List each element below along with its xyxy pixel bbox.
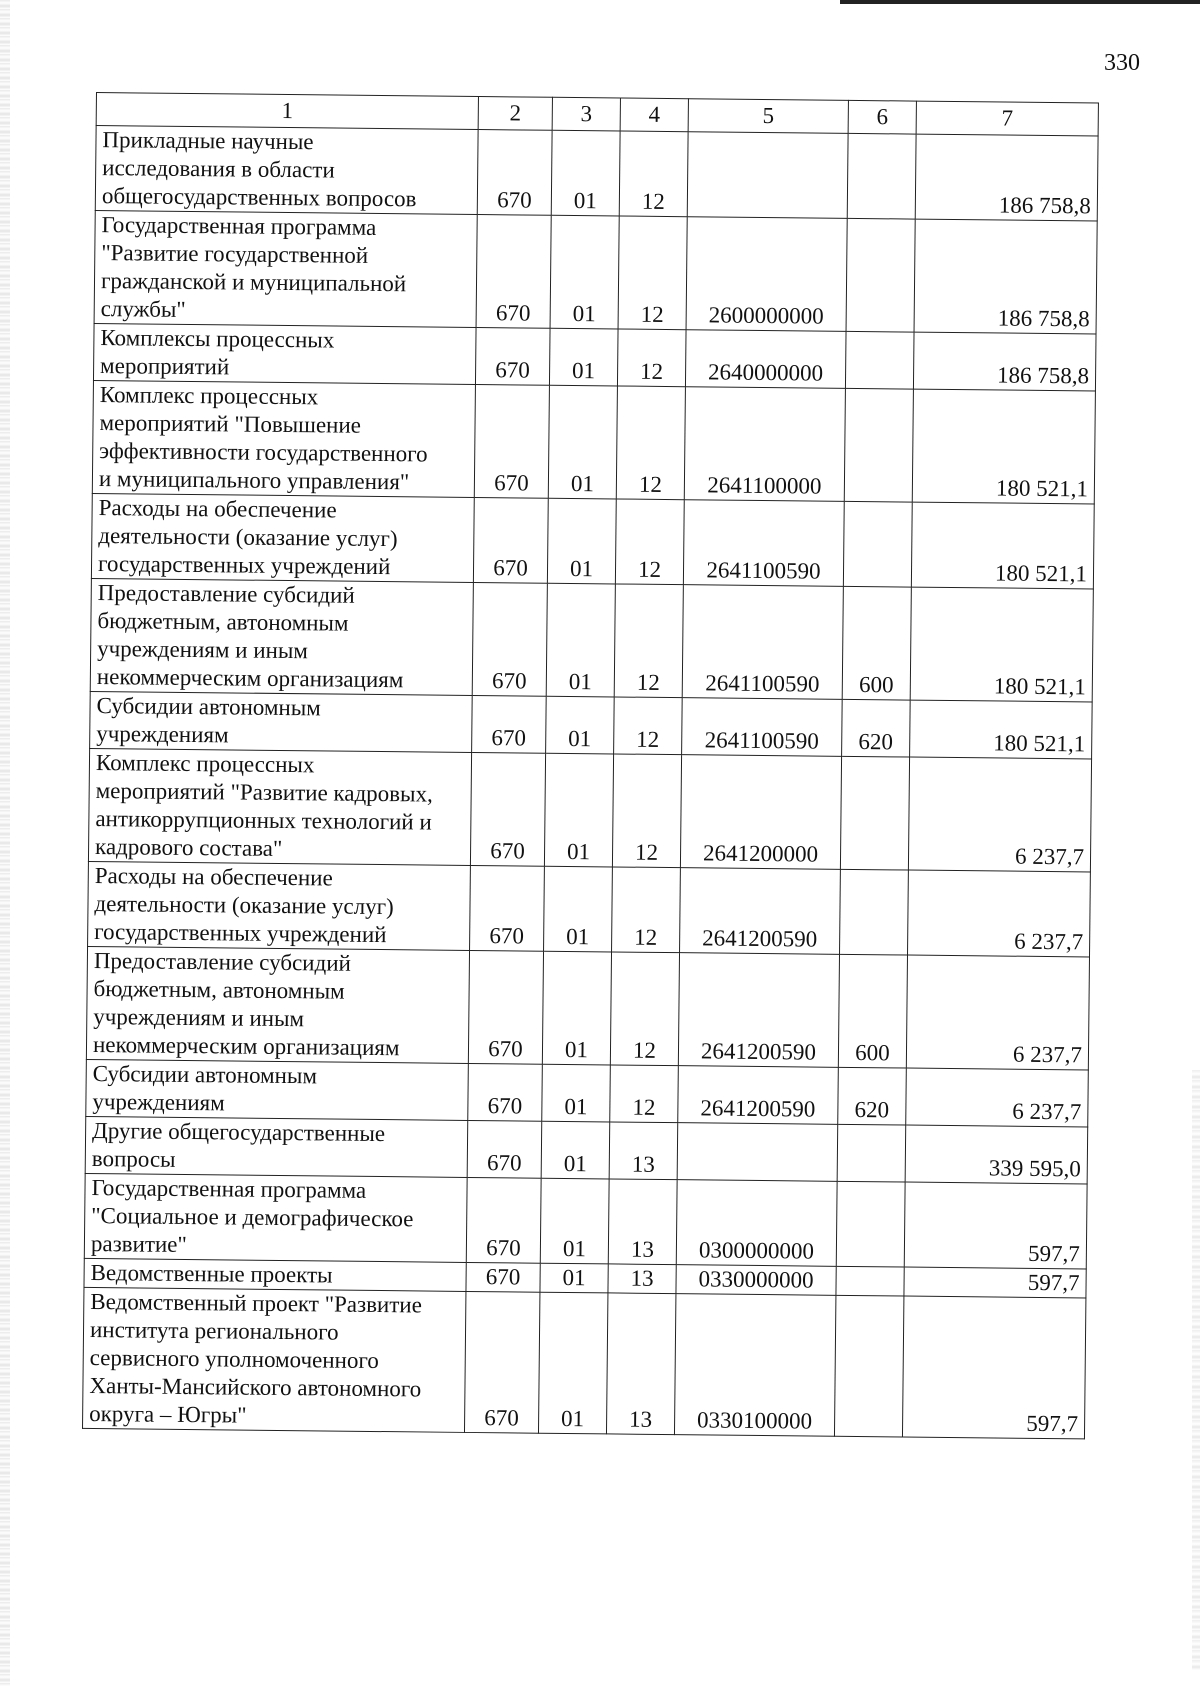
row-subsection: 12 xyxy=(632,1037,657,1063)
row-code: 2640000000 xyxy=(707,359,824,386)
header-col-5: 5 xyxy=(688,99,848,134)
row-code: 0330000000 xyxy=(698,1266,814,1293)
table-row xyxy=(94,210,1097,333)
row-chapter: 670 xyxy=(488,1036,523,1062)
table-row xyxy=(90,578,1093,701)
row-amount-cell xyxy=(911,502,1094,589)
row-subsection: 12 xyxy=(636,669,660,695)
table-row xyxy=(86,1059,1089,1126)
row-code: 2641200590 xyxy=(702,925,818,952)
row-section-cell xyxy=(546,583,615,697)
row-amount: 6 237,7 xyxy=(1012,1098,1082,1125)
row-expense-type-cell xyxy=(836,1266,904,1296)
row-expense-type-cell xyxy=(842,586,911,700)
row-subsection: 13 xyxy=(630,1236,655,1262)
row-chapter: 670 xyxy=(491,668,527,694)
row-amount: 597,7 xyxy=(1027,1269,1080,1296)
row-amount-cell xyxy=(906,955,1089,1070)
row-amount-cell xyxy=(908,870,1091,957)
table-row xyxy=(90,691,1093,758)
row-name-cell xyxy=(90,578,473,695)
row-code-cell xyxy=(674,1294,835,1437)
row-name: Другие общегосударственные вопросы xyxy=(91,1118,386,1172)
row-chapter-cell xyxy=(470,752,545,866)
row-name: Ведомственные проекты xyxy=(90,1260,333,1288)
row-section: 01 xyxy=(569,555,594,582)
row-name: Предоставление субсидий бюджетным, автономным учреждениям и иным некоммерческим организациям xyxy=(96,580,404,693)
header-col-4: 4 xyxy=(620,98,688,132)
row-section: 01 xyxy=(564,1036,589,1063)
row-name-cell xyxy=(91,493,474,582)
table-row xyxy=(84,1173,1087,1268)
row-expense-type: 600 xyxy=(858,672,894,698)
row-name-cell xyxy=(86,946,469,1063)
row-section: 01 xyxy=(562,1235,587,1262)
row-section: 01 xyxy=(564,1093,588,1120)
row-subsection: 13 xyxy=(630,1265,654,1291)
row-section: 01 xyxy=(566,923,590,950)
row-code: 2600000000 xyxy=(708,302,824,329)
row-code: 0300000000 xyxy=(698,1237,815,1264)
row-amount: 6 237,7 xyxy=(1014,843,1085,870)
table-row xyxy=(86,946,1089,1069)
row-chapter: 670 xyxy=(493,555,528,581)
row-expense-type-cell xyxy=(838,1067,907,1125)
row-amount: 186 758,8 xyxy=(996,362,1090,389)
row-expense-type-cell xyxy=(838,954,907,1068)
header-col-6: 6 xyxy=(848,100,916,134)
row-amount-cell xyxy=(913,332,1096,391)
row-code-cell xyxy=(678,1066,839,1125)
row-section-cell xyxy=(541,1121,610,1179)
row-code: 2641200000 xyxy=(702,840,819,867)
row-amount: 6 237,7 xyxy=(1012,1041,1083,1068)
row-code-cell xyxy=(680,868,841,955)
row-code: 0330100000 xyxy=(696,1407,813,1434)
row-expense-type-cell xyxy=(837,1124,906,1182)
row-expense-type-cell xyxy=(843,501,912,587)
row-chapter: 670 xyxy=(485,1264,521,1290)
row-amount-cell xyxy=(905,1125,1088,1184)
row-code: 2641100590 xyxy=(706,557,821,584)
row-code-cell xyxy=(683,500,844,587)
row-expense-type: 620 xyxy=(858,729,894,755)
row-name-cell xyxy=(95,126,478,215)
row-subsection: 12 xyxy=(640,301,664,327)
row-code-cell xyxy=(677,1123,838,1182)
row-subsection-cell xyxy=(610,1065,679,1123)
row-section-cell xyxy=(551,130,620,216)
row-subsection: 12 xyxy=(641,188,666,214)
row-chapter-cell xyxy=(474,384,549,498)
row-chapter: 670 xyxy=(486,1150,522,1176)
row-code: 2641100590 xyxy=(705,670,820,697)
row-code-cell xyxy=(676,1265,836,1296)
row-section-cell xyxy=(547,498,616,584)
row-subsection-cell xyxy=(609,1122,678,1180)
top-rule xyxy=(840,0,1200,4)
header-col-1: 1 xyxy=(96,93,478,130)
row-section: 01 xyxy=(572,301,596,327)
row-chapter: 670 xyxy=(495,300,531,326)
row-amount-cell xyxy=(910,700,1093,759)
row-subsection: 12 xyxy=(637,556,662,582)
row-section: 01 xyxy=(561,1405,585,1432)
row-name: Комплексы процессных мероприятий xyxy=(100,325,335,380)
table-row xyxy=(95,126,1098,221)
row-chapter-cell xyxy=(466,1177,541,1263)
row-chapter: 670 xyxy=(495,357,530,383)
row-chapter-cell xyxy=(468,950,543,1064)
row-code-cell xyxy=(687,132,848,219)
row-section-cell xyxy=(544,753,613,867)
row-subsection-cell xyxy=(612,754,681,868)
row-section: 01 xyxy=(570,470,595,497)
table-body xyxy=(83,126,1099,1439)
row-name-cell xyxy=(85,1116,468,1177)
row-subsection-cell xyxy=(608,1264,676,1294)
row-subsection-cell xyxy=(606,1293,675,1435)
row-amount: 180 521,1 xyxy=(993,730,1086,757)
row-subsection-cell xyxy=(618,216,687,330)
row-code-cell xyxy=(678,953,839,1068)
row-chapter: 670 xyxy=(489,923,525,949)
row-name: Субсидии автономным учреждениям xyxy=(92,1061,318,1116)
row-name-cell xyxy=(94,210,477,327)
row-subsection-cell xyxy=(610,952,679,1066)
header-col-2: 2 xyxy=(478,97,552,131)
row-section: 01 xyxy=(571,358,596,384)
row-chapter: 670 xyxy=(486,1235,521,1261)
row-expense-type-cell xyxy=(847,133,916,219)
row-subsection-cell xyxy=(612,867,681,953)
row-name: Государственная программа "Развитие государственной гражданской и муниципальной службы" xyxy=(100,212,407,322)
row-name-cell xyxy=(90,691,473,752)
row-name-cell xyxy=(88,861,471,950)
row-name-cell xyxy=(84,1173,467,1262)
table-row xyxy=(88,748,1091,871)
row-amount-cell xyxy=(904,1267,1086,1298)
row-chapter-cell xyxy=(467,1120,542,1178)
row-name: Субсидии автономным учреждениям xyxy=(96,693,321,748)
row-amount-cell xyxy=(915,134,1098,221)
header-col-3: 3 xyxy=(552,97,620,131)
row-chapter-cell xyxy=(477,130,552,216)
row-name-cell xyxy=(93,323,476,384)
row-section: 01 xyxy=(566,838,591,865)
row-amount: 186 758,8 xyxy=(997,305,1090,332)
row-chapter-cell xyxy=(475,327,550,385)
row-chapter: 670 xyxy=(491,725,527,751)
row-code-cell xyxy=(685,330,846,389)
row-subsection-cell xyxy=(608,1179,677,1265)
row-amount-cell xyxy=(914,219,1097,334)
row-code-cell xyxy=(680,755,841,870)
row-code-cell xyxy=(682,698,843,757)
row-subsection: 12 xyxy=(638,471,663,497)
row-subsection-cell xyxy=(619,131,688,217)
row-subsection: 12 xyxy=(639,358,664,384)
header-col-7: 7 xyxy=(916,101,1098,136)
row-amount: 186 758,8 xyxy=(998,192,1091,219)
row-amount-cell xyxy=(910,587,1093,702)
row-section-cell xyxy=(540,1178,609,1264)
row-subsection: 12 xyxy=(632,1094,656,1120)
row-chapter-cell xyxy=(473,497,548,583)
row-subsection: 12 xyxy=(636,726,660,752)
row-chapter-cell xyxy=(464,1291,539,1433)
row-name-cell xyxy=(83,1287,466,1432)
row-section-cell xyxy=(542,951,611,1065)
row-expense-type-cell xyxy=(840,869,909,955)
row-section: 01 xyxy=(568,725,592,752)
row-expense-type-cell xyxy=(844,388,913,502)
row-amount: 180 521,1 xyxy=(994,560,1088,587)
row-expense-type-cell xyxy=(836,1181,905,1267)
row-chapter-cell xyxy=(472,582,547,696)
row-name: Прикладные научные исследования в области общегосударственных вопросов xyxy=(101,127,417,212)
row-section-cell xyxy=(540,1263,608,1293)
table-row xyxy=(92,380,1095,503)
row-expense-type-cell xyxy=(845,331,914,389)
row-code: 2641100590 xyxy=(704,727,819,754)
row-name-cell xyxy=(86,1059,469,1120)
row-code-cell xyxy=(684,387,845,502)
row-amount: 6 237,7 xyxy=(1014,928,1084,955)
row-name: Комплекс процессных мероприятий "Повышение эффективности государственного и муниципального управления" xyxy=(98,382,428,495)
row-subsection: 13 xyxy=(629,1406,653,1432)
row-section-cell xyxy=(538,1292,607,1434)
budget-table xyxy=(82,92,1099,1439)
row-amount: 180 521,1 xyxy=(993,673,1086,700)
scan-edge-right xyxy=(1192,1070,1200,1670)
row-amount: 597,7 xyxy=(1026,1410,1079,1437)
row-amount-cell xyxy=(906,1068,1089,1127)
table-row xyxy=(88,861,1091,956)
row-code-cell xyxy=(686,217,847,332)
row-code-cell xyxy=(682,585,843,700)
row-name-cell xyxy=(84,1258,466,1291)
row-section-cell xyxy=(549,328,618,386)
row-amount-cell xyxy=(904,1182,1087,1269)
row-section: 01 xyxy=(568,668,592,695)
row-section: 01 xyxy=(573,188,598,214)
row-subsection: 12 xyxy=(634,924,658,950)
page-number: 330 xyxy=(1104,50,1140,76)
row-section-cell xyxy=(544,866,613,952)
row-amount-cell xyxy=(902,1296,1085,1439)
row-amount-cell xyxy=(912,389,1095,504)
row-expense-type-cell xyxy=(834,1295,903,1437)
row-subsection-cell xyxy=(615,499,684,585)
row-name: Расходы на обеспечение деятельности (оказание услуг) государственных учреждений xyxy=(97,495,398,580)
row-subsection-cell xyxy=(616,386,685,500)
row-code: 2641200590 xyxy=(700,1095,816,1122)
row-section: 01 xyxy=(563,1150,587,1177)
row-expense-type: 600 xyxy=(855,1040,890,1066)
row-expense-type-cell xyxy=(842,699,911,757)
row-section-cell xyxy=(542,1064,611,1122)
row-subsection-cell xyxy=(617,329,686,387)
row-chapter-cell xyxy=(476,214,551,328)
row-amount: 339 595,0 xyxy=(988,1155,1081,1182)
row-expense-type: 620 xyxy=(854,1097,890,1123)
row-chapter-cell xyxy=(472,695,547,753)
row-chapter: 670 xyxy=(490,838,525,864)
row-chapter: 670 xyxy=(487,1093,523,1119)
row-section-cell xyxy=(548,385,617,499)
row-chapter: 670 xyxy=(484,1405,520,1431)
row-chapter-cell xyxy=(470,865,545,951)
row-amount: 597,7 xyxy=(1028,1240,1081,1267)
row-name: Ведомственный проект "Развитие института регионального сервисного уполномоченного Ханты-Мансийского автономного округа – Югры" xyxy=(89,1289,423,1428)
row-section: 01 xyxy=(562,1264,586,1291)
row-code: 2641200590 xyxy=(700,1038,817,1065)
row-amount-cell xyxy=(908,757,1091,872)
row-chapter: 670 xyxy=(494,470,529,496)
row-name: Комплекс процессных мероприятий "Развитие кадровых, антикоррупционных технологий и кадрового состава" xyxy=(94,750,433,861)
row-name: Предоставление субсидий бюджетным, автономным учреждениям и иным некоммерческим организациям xyxy=(92,948,400,1061)
row-expense-type xyxy=(841,1436,896,1437)
row-expense-type-cell xyxy=(840,756,909,870)
table-row xyxy=(83,1287,1086,1438)
row-name-cell xyxy=(92,380,475,497)
row-chapter: 670 xyxy=(497,187,532,213)
table-row xyxy=(93,323,1096,390)
row-subsection: 12 xyxy=(634,839,659,865)
row-section-cell xyxy=(550,215,619,329)
row-subsection-cell xyxy=(614,584,683,698)
row-subsection: 13 xyxy=(631,1151,655,1177)
row-chapter-cell xyxy=(468,1063,543,1121)
row-expense-type-cell xyxy=(846,218,915,332)
row-name-cell xyxy=(88,748,471,865)
row-code: 2641100000 xyxy=(707,472,822,499)
row-section-cell xyxy=(546,696,615,754)
table-row xyxy=(85,1116,1088,1183)
row-chapter-cell xyxy=(466,1262,540,1292)
scan-edge-left xyxy=(0,0,10,1686)
row-amount: 180 521,1 xyxy=(995,475,1089,502)
row-subsection-cell xyxy=(614,697,683,755)
table-row xyxy=(91,493,1094,588)
row-name: Государственная программа "Социальное и демографическое развитие" xyxy=(90,1175,414,1258)
row-code-cell xyxy=(676,1180,837,1267)
row-name: Расходы на обеспечение деятельности (оказание услуг) государственных учреждений xyxy=(94,863,394,948)
